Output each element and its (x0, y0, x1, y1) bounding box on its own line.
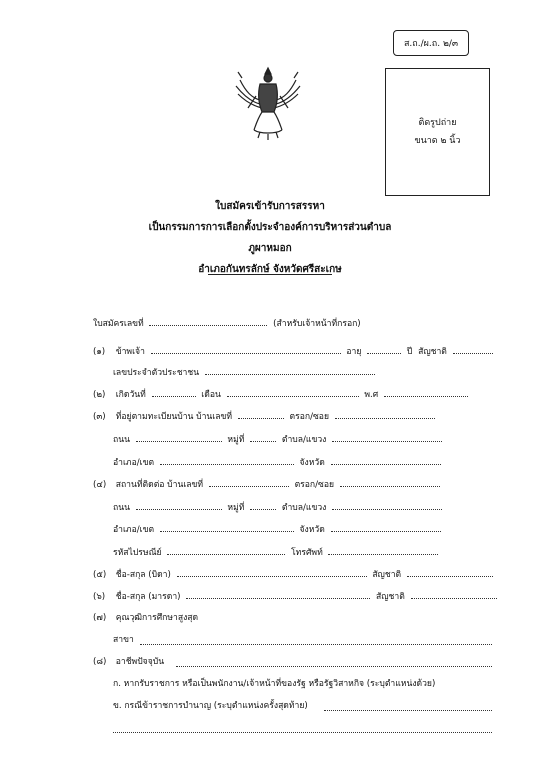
father-row (93, 568, 496, 581)
birth-month-field[interactable] (227, 388, 359, 397)
item-number: (๖) (93, 592, 106, 602)
tambon-label: ตำบล/แขวง (281, 503, 327, 513)
amphoe-row (113, 456, 444, 469)
alley-field[interactable] (335, 410, 435, 419)
photo-box (385, 68, 490, 196)
province-field[interactable] (331, 456, 441, 465)
province-label: จังหวัด (299, 525, 325, 535)
occupation-extra-field[interactable] (113, 731, 492, 733)
nationality-label: สัญชาติ (372, 570, 402, 580)
moo-field[interactable] (250, 433, 276, 442)
application-no-row (93, 317, 361, 330)
item-number: (๘) (93, 657, 107, 667)
phone-label: โทรศัพท์ (291, 548, 323, 558)
moo-label: หมู่ที่ (227, 435, 245, 445)
contact-house-no-field[interactable] (209, 478, 289, 487)
mother-nationality-field[interactable] (411, 590, 497, 599)
occupation-a-row (113, 678, 435, 690)
contact-tambon-field[interactable] (332, 501, 442, 510)
occupation-a-label: ก. หากรับราชการ หรือเป็นพนักงาน/เจ้าหน้าที่ของรัฐ หรือรัฐวิสาหกิจ (ระบุตำแหน่งด้วย) (113, 679, 436, 689)
contact-alley-field[interactable] (340, 478, 440, 487)
amphoe-label: อำเภอ/เขต (113, 525, 155, 535)
occupation-row (93, 656, 164, 668)
father-nationality-field[interactable] (407, 568, 493, 577)
occupation-b-field[interactable] (324, 709, 492, 711)
amphoe-label: อำเภอ/เขต (113, 458, 155, 468)
tambon-label: ตำบล/แขวง (281, 435, 327, 445)
education-label: คุณวุฒิการศึกษาสูงสุด (115, 613, 199, 623)
id-row (113, 366, 378, 379)
registered-address-row (93, 410, 438, 423)
occupation-b-row (113, 700, 308, 712)
garuda-emblem-icon (232, 62, 304, 142)
father-label: ชื่อ-สกุล (บิดา) (115, 570, 171, 580)
road-field[interactable] (136, 433, 222, 442)
road-row (113, 433, 445, 446)
province-label: จังหวัด (299, 458, 325, 468)
application-no-note: (สำหรับเจ้าหน้าที่กรอก) (273, 319, 361, 329)
occupation-label: อาชีพปัจจุบัน (115, 657, 165, 667)
item-number: (๒) (93, 390, 106, 400)
mother-row (93, 590, 500, 603)
postcode-row (113, 546, 441, 559)
contact-address-row (93, 478, 443, 491)
postcode-label: รหัสไปรษณีย์ (113, 548, 162, 558)
occupation-b-label: ข. กรณีข้าราชการบำนาญ (ระบุตำแหน่งครั้งสุดท้าย) (113, 701, 308, 711)
name-field[interactable] (151, 345, 341, 354)
age-label: อายุ (346, 347, 362, 357)
mother-label: ชื่อ-สกุล (มารดา) (115, 592, 181, 602)
mother-field[interactable] (186, 590, 370, 599)
phone-field[interactable] (328, 546, 438, 555)
road-label: ถนน (113, 503, 130, 513)
title-line-3: อำเภอกันทรลักษ์ จังหวัดศรีสะเกษ (198, 264, 342, 275)
major-field[interactable] (140, 643, 492, 645)
item-number: (๗) (93, 613, 107, 623)
contact-province-field[interactable] (331, 523, 441, 532)
house-no-field[interactable] (238, 410, 284, 419)
be-label: พ.ศ (364, 390, 379, 400)
birth-year-field[interactable] (384, 388, 468, 397)
item-number: (๑) (93, 347, 106, 357)
id-label: เลขประจำตัวประชาชน (113, 368, 200, 378)
major-row (113, 634, 134, 646)
registered-address-label: ที่อยู่ตามทะเบียนบ้าน บ้านเลขที่ (115, 412, 233, 422)
application-no-field[interactable] (149, 317, 267, 326)
alley-label: ตรอก/ซอย (289, 412, 330, 422)
title-line-1: ใบสมัครเข้ารับการสรรหา (215, 201, 325, 212)
contact-moo-field[interactable] (250, 501, 276, 510)
item-number: (๔) (93, 480, 107, 490)
title-line-2: เป็นกรรมการการเลือกตั้งประจำองค์การบริหารส่วนตำบลภูผาหมอก (148, 222, 392, 254)
form-code: ส.ถ./ผ.ถ. ๒/๓ (403, 39, 459, 49)
contact-amphoe-row (113, 523, 444, 536)
birth-day-field[interactable] (152, 388, 196, 397)
id-field[interactable] (205, 366, 375, 375)
nationality-label: สัญชาติ (375, 592, 405, 602)
nationality-field[interactable] (453, 345, 493, 354)
moo-label: หมู่ที่ (227, 503, 245, 513)
photo-size-label: ขนาด ๒ นิ้ว (414, 136, 461, 146)
title-underline (208, 274, 332, 275)
form-code-box (393, 30, 469, 56)
occupation-field[interactable] (176, 665, 492, 667)
birth-label: เกิดวันที่ (115, 390, 146, 400)
age-field[interactable] (367, 345, 401, 354)
form-title (140, 196, 400, 280)
education-row (93, 612, 198, 624)
alley-label: ตรอก/ซอย (294, 480, 335, 490)
contact-amphoe-field[interactable] (160, 523, 294, 532)
birth-row (93, 388, 471, 401)
item-number: (๕) (93, 570, 107, 580)
contact-road-field[interactable] (136, 501, 222, 510)
tambon-field[interactable] (332, 433, 442, 442)
contact-road-row (113, 501, 445, 514)
month-label: เดือน (201, 390, 221, 400)
photo-label: ติดรูปถ่าย (418, 118, 457, 128)
postcode-field[interactable] (167, 546, 285, 555)
name-row (93, 345, 496, 358)
application-no-label: ใบสมัครเลขที่ (93, 319, 144, 329)
contact-label: สถานที่ติดต่อ บ้านเลขที่ (115, 480, 204, 490)
amphoe-field[interactable] (160, 456, 294, 465)
major-label: สาขา (113, 635, 134, 645)
name-label: ข้าพเจ้า (115, 347, 145, 357)
years-label: ปี (406, 347, 413, 357)
nationality-label: สัญชาติ (418, 347, 447, 357)
road-label: ถนน (113, 435, 130, 445)
father-field[interactable] (177, 568, 367, 577)
item-number: (๓) (93, 412, 106, 422)
